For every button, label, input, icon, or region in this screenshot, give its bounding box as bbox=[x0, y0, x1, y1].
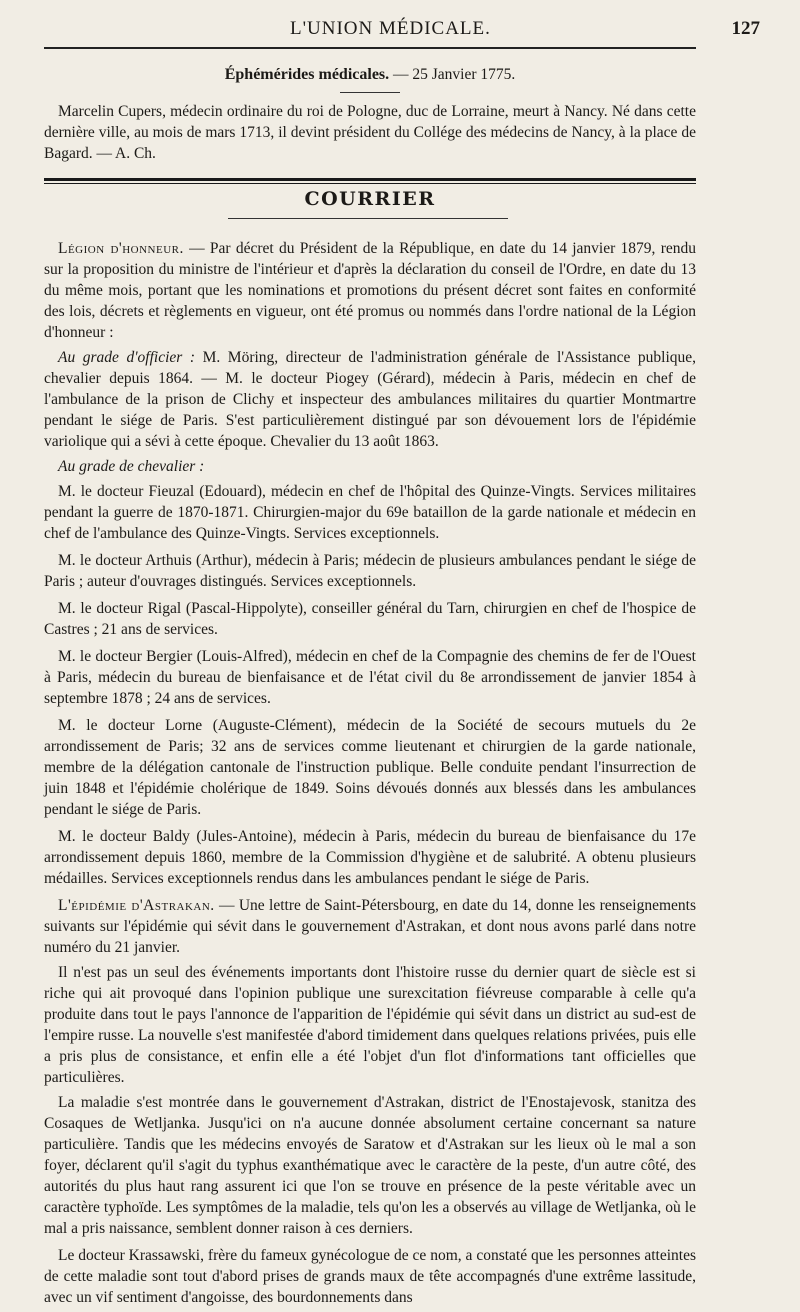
ephemerides-heading-label: Éphémérides médicales. bbox=[224, 66, 390, 83]
chevalier-entry: M. le docteur Fieuzal (Edouard), médecin en chef de l'hôpital des Quinze-Vingts. Services militaires pendant la guerre de 1870-1871. Chirurgien-major du 69e bataillon de la garde nationale et médecin en chef de l'ambulance des Quinze-Vingts. Services exceptionnels. bbox=[44, 483, 696, 542]
astrakan-label: L'épidémie d'Astrakan. bbox=[58, 897, 215, 914]
section-title: COURRIER bbox=[304, 188, 436, 210]
legion-label: Légion d'honneur. bbox=[58, 240, 184, 257]
legion-paragraph bbox=[44, 238, 696, 343]
page-number: 127 bbox=[731, 18, 760, 39]
courrier-body bbox=[44, 238, 696, 1312]
ephemerides-text: Marcelin Cupers, médecin ordinaire du roi de Pologne, duc de Lorraine, meurt à Nancy. Né dans cette dernière ville, au mois de mars 1713, il devint président du Collége des médecins de Nancy, à la place de Bagard. — A. Ch. bbox=[44, 103, 696, 162]
running-title: L'UNION MÉDICALE. bbox=[290, 18, 491, 39]
astrakan-intro: — Une lettre de Saint-Pétersbourg, en date du 14, donne les renseignements suivants sur l'épidémie qui sévit dans le gouvernement d'Astrakan, et dont nous avons parlé dans notre numéro du 21 janvier. bbox=[44, 897, 697, 956]
chevalier-entry: M. le docteur Lorne (Auguste-Clément), médecin de la Société de secours mutuels du 2e arrondissement de Paris; 32 ans de services comme lieutenant et chirurgien de la garde nationale, membre de la délégation cantonale de l'instruction publique. Belle conduite pendant l'insurrection de juin 1848 et l'épidémie cholérique de 1849. Soins dévoués donnés aux blessés dans les ambulances pendant le siége de Paris. bbox=[44, 717, 696, 818]
running-head bbox=[40, 18, 760, 46]
officier-text: M. Möring, directeur de l'administration générale de l'Assistance publique, chevalier depuis 1864. — M. le docteur Piogey (Gérard), médecin à Paris, médecin en chef de l'ambulance de la prison de Clichy et inspecteur des ambulances militaires du quartier Montmartre pendant le siége de Paris. S'est particulièrement distingué par son dévouement lors de l'épidémie variolique qui a sévi à cette époque. Chevalier du 13 août 1863. bbox=[44, 349, 697, 450]
chevalier-entry: M. le docteur Arthuis (Arthur), médecin à Paris; médecin de plusieurs ambulances pendant le siége de Paris ; auteur d'ouvrages distingués. Services exceptionnels. bbox=[44, 552, 696, 590]
officier-label: Au grade d'officier : bbox=[58, 349, 196, 366]
astrakan-paragraph bbox=[44, 895, 696, 958]
section-double-rule bbox=[44, 178, 696, 184]
ephemerides-date: — 25 Janvier 1775. bbox=[393, 66, 516, 83]
legion-intro: — Par décret du Président de la République, en date du 14 janvier 1879, rendu sur la proposition du ministre de l'intérieur et d'après la déclaration du conseil de l'Ordre, en date du 13 du même mois, portant que les nominations et promotions du présent décret sont faites en conformité des lois, décrets et règlements en vigueur, ont été promus ou nommés dans l'ordre national de la Légion d'honneur : bbox=[44, 240, 696, 341]
astrakan-text: La maladie s'est montrée dans le gouvernement d'Astrakan, district de l'Enostajevosk, stanitza des Cosaques de Wetljanka. Jusqu'ici on n'a aucune donnée absolument certaine concernant sa nature particulière. Tandis que les médecins envoyés de Saratow et d'Astrakan sur les lieux où le mal a son foyer, déclarent qu'il s'agit du typhus exanthématique avec le caractère de la peste, d'un autre côté, des autorités du plus haut rang assurent ici que l'on se trouve en présence de la peste véritable avec un caractère typhoïde. Les symptômes de la maladie, tels qu'on les a observés au village de Wetljanka, où le mal a pris naissance, semblent donner raison à ces derniers. bbox=[44, 1094, 696, 1237]
astrakan-text: Il n'est pas un seul des événements importants dont l'histoire russe du dernier quart de siècle est si riche qui ait provoqué dans l'opinion publique une surexcitation fiévreuse comparable à celle qu'a produite dans tout le pays l'annonce de l'apparition de l'épidémie qui sévit dans un district au sud-est de l'empire russe. La nouvelle s'est manifestée d'abord timidement dans quelques relations privées, puis elle a pris plus de consistance, et enfin elle a été l'objet d'un flot d'informations tant officielles que particulières. bbox=[44, 964, 696, 1086]
ephemerides-heading bbox=[44, 66, 696, 84]
chevalier-label: Au grade de chevalier : bbox=[58, 458, 205, 475]
officier-paragraph bbox=[44, 347, 696, 452]
ephemerides-section bbox=[44, 66, 696, 164]
chevalier-entry: M. le docteur Rigal (Pascal-Hippolyte), conseiller général du Tarn, chirurgien en chef de l'hospice de Castres ; 21 ans de services. bbox=[44, 600, 696, 638]
section-title-rule bbox=[228, 218, 508, 219]
astrakan-text: Le docteur Krassawski, frère du fameux gynécologue de ce nom, a constaté que les personnes atteintes de cette maladie sont tout d'abord prises de grands maux de tête accompagnés d'une extrême lassitude, avec un vif sentiment d'angoisse, des bourdonnements dans bbox=[44, 1247, 696, 1306]
chevalier-entry: M. le docteur Baldy (Jules-Antoine), médecin à Paris, médecin du bureau de bienfaisance du 17e arrondissement depuis 1860, membre de la Commission d'hygiène et de salubrité. A obtenu plusieurs médailles. Services exceptionnels rendus dans les ambulances pendant le siége de Paris. bbox=[44, 828, 696, 887]
header-rule bbox=[44, 47, 696, 49]
chevalier-entry: M. le docteur Bergier (Louis-Alfred), médecin en chef de la Compagnie des chemins de fer de l'Ouest à Paris, médecin du bureau de bienfaisance et de l'état civil du 8e arrondissement de janvier 1854 à septembre 1878 ; 24 ans de services. bbox=[44, 648, 696, 707]
ephemerides-rule bbox=[340, 92, 400, 93]
